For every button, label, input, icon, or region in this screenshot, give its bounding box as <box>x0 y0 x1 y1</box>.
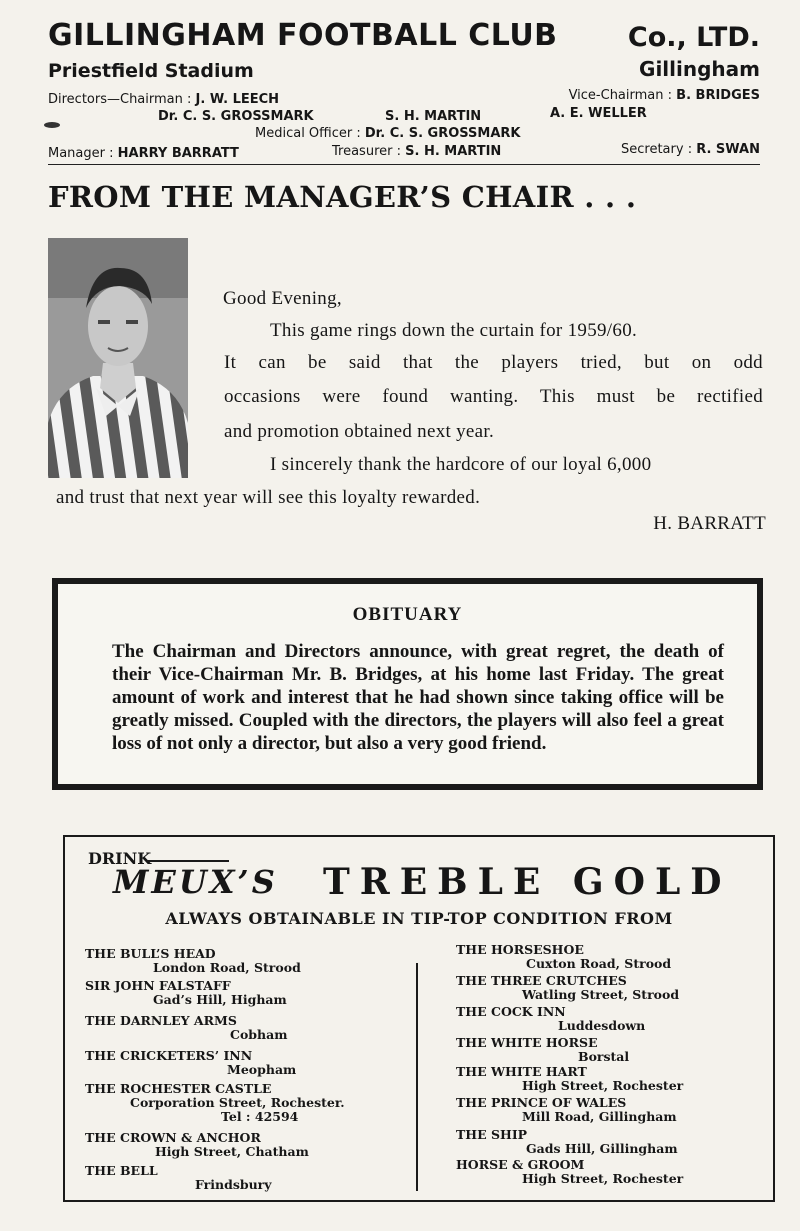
town-name: Gillingham <box>639 57 760 81</box>
pub-name: THE WHITE HORSE <box>456 1035 598 1050</box>
pub-listing <box>85 1014 287 1042</box>
signature: H. BARRATT <box>653 513 766 534</box>
pub-telephone: Tel : 42594 <box>221 1109 299 1124</box>
medical-officer-label: Medical Officer : <box>255 126 361 141</box>
pub-address: Gad’s Hill, Higham <box>153 992 287 1007</box>
pub-address: Borstal <box>578 1049 630 1064</box>
pub-listing <box>456 1036 629 1064</box>
secretary-label: Secretary : <box>621 142 693 157</box>
pub-address: Frindsbury <box>195 1177 272 1192</box>
pub-listing <box>456 1128 678 1156</box>
club-name: GILLINGHAM FOOTBALL CLUB <box>48 18 558 53</box>
medical-officer-name: Dr. C. S. GROSSMARK <box>364 126 521 141</box>
pub-name: THE ROCHESTER CASTLE <box>85 1081 272 1096</box>
message-line-4: and promotion obtained next year. <box>224 421 495 442</box>
pub-listing <box>85 1164 272 1192</box>
director-grossmark: Dr. C. S. GROSSMARK <box>158 109 314 124</box>
club-suffix: Co., LTD. <box>627 22 760 53</box>
pub-listing <box>456 1005 645 1033</box>
pub-listing <box>85 1049 296 1077</box>
director-weller: A. E. WELLER <box>550 106 647 121</box>
pub-listing <box>85 979 287 1007</box>
vice-chairman-label: Vice-Chairman : <box>568 88 673 103</box>
chairman-line <box>48 92 279 107</box>
message-line-1: This game rings down the curtain for 1959/60. <box>270 320 638 341</box>
chairman-name: J. W. LEECH <box>195 92 280 107</box>
pub-address: Watling Street, Strood <box>522 987 680 1002</box>
pub-address: High Street, Rochester <box>522 1078 684 1093</box>
pub-address: London Road, Strood <box>153 960 301 975</box>
pub-name: THE COCK INN <box>456 1004 566 1019</box>
pub-name: THE SHIP <box>456 1127 528 1142</box>
pub-listing <box>456 943 671 971</box>
drink-rule <box>147 860 229 862</box>
pub-address: Cuxton Road, Strood <box>526 956 672 971</box>
greeting: Good Evening, <box>223 288 342 309</box>
obituary-text: The Chairman and Directors announce, with great regret, the death of their Vice-Chairman Mr. B. Bridges, at his home last Friday. The great amount of work and interest that he had shown since taking office will be greatly missed. Coupled with the directors, the players will also feel a great loss of not only a director, but also a very good friend. <box>112 641 724 754</box>
header-rule <box>48 164 760 165</box>
obituary-box <box>52 578 763 790</box>
manager-label: Manager : <box>48 146 114 161</box>
pub-address: Luddesdown <box>558 1018 646 1033</box>
obituary-title: OBITUARY <box>352 604 463 625</box>
article-title: FROM THE MANAGER’S CHAIR . . . <box>48 180 637 214</box>
directors-label: Directors—Chairman : <box>48 92 192 107</box>
pub-listing <box>85 947 301 975</box>
pub-address: Mill Road, Gillingham <box>522 1109 677 1124</box>
treasurer-label: Treasurer : <box>332 144 401 159</box>
message-line-2: It can be said that the players tried, but on odd <box>224 352 763 373</box>
director-martin: S. H. MARTIN <box>385 109 482 124</box>
secretary-line <box>621 142 760 157</box>
pub-address: Meopham <box>227 1062 297 1077</box>
manager-portrait-icon <box>48 238 188 478</box>
manager-name: HARRY BARRATT <box>117 146 239 161</box>
pub-listing <box>456 974 679 1002</box>
pub-name: THE PRINCE OF WALES <box>456 1095 627 1110</box>
pub-name: THE CROWN & ANCHOR <box>85 1130 261 1145</box>
pub-name: THE DARNLEY ARMS <box>85 1013 237 1028</box>
brand-name: MEUX’S <box>113 863 278 901</box>
pub-listing <box>85 1131 309 1159</box>
pub-address: Corporation Street, Rochester. <box>130 1095 345 1110</box>
treasurer-name: S. H. MARTIN <box>405 144 502 159</box>
advert-tagline: ALWAYS OBTAINABLE IN TIP-TOP CONDITION FROM <box>165 909 673 928</box>
pub-name: THE BULL’S HEAD <box>85 946 216 961</box>
message-line-3: occasions were found wanting. This must be rectified <box>224 386 763 407</box>
pub-listing <box>85 1082 345 1124</box>
pub-listing <box>456 1096 677 1124</box>
pub-name: THE CRICKETERS’ INN <box>85 1048 253 1063</box>
manager-photo <box>48 238 188 478</box>
message-line-5: I sincerely thank the hardcore of our loyal 6,000 <box>270 454 652 475</box>
column-divider <box>416 963 418 1191</box>
pub-address: High Street, Chatham <box>155 1144 309 1159</box>
pub-name: HORSE & GROOM <box>456 1157 585 1172</box>
pub-listing <box>456 1158 683 1186</box>
beer-name: TREBLE GOLD <box>323 861 732 903</box>
pub-address: High Street, Rochester <box>522 1171 684 1186</box>
pub-name: THE THREE CRUTCHES <box>456 973 627 988</box>
advert-box <box>63 835 775 1202</box>
stadium-name: Priestfield Stadium <box>48 60 254 82</box>
pub-name: THE HORSESHOE <box>456 942 584 957</box>
treasurer-line <box>332 144 501 159</box>
message-line-6: and trust that next year will see this loyalty rewarded. <box>56 487 481 508</box>
pub-address: Cobham <box>230 1027 288 1042</box>
pub-listing <box>456 1065 683 1093</box>
vice-chairman-name: B. BRIDGES <box>676 88 760 103</box>
pub-address: Gads Hill, Gillingham <box>526 1141 678 1156</box>
drink-label: DRINK <box>88 849 152 868</box>
vice-chairman-line <box>569 88 760 103</box>
manager-line <box>48 146 239 161</box>
pub-name: THE WHITE HART <box>456 1064 587 1079</box>
ink-blot <box>44 122 60 128</box>
secretary-name: R. SWAN <box>696 142 760 157</box>
pub-name: THE BELL <box>85 1163 158 1178</box>
pub-name: SIR JOHN FALSTAFF <box>85 978 231 993</box>
medical-officer-line <box>255 126 521 141</box>
